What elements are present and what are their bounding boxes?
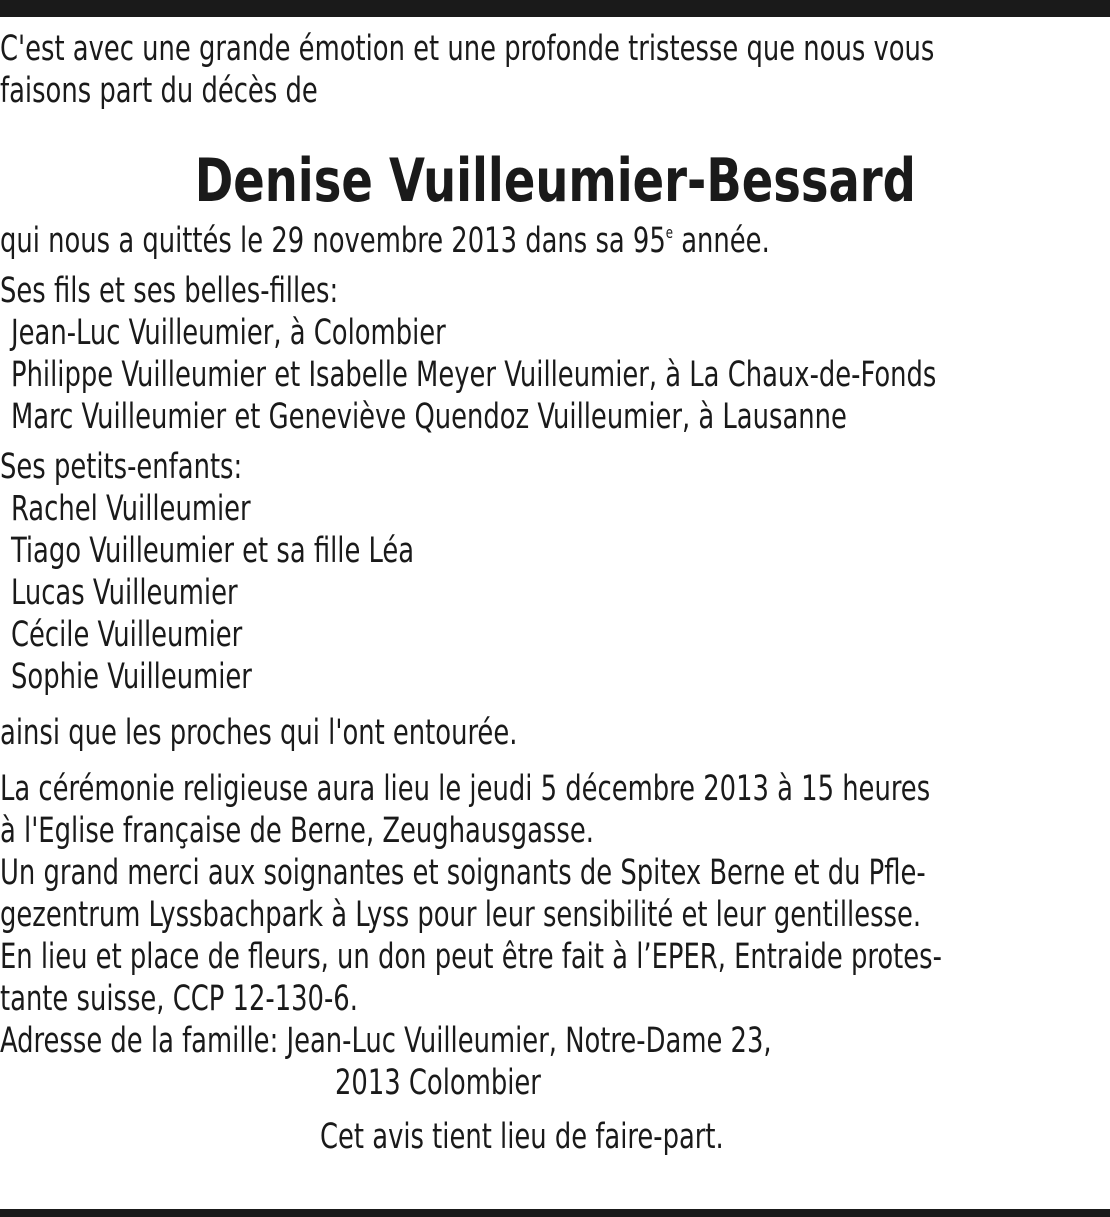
grandchildren-section <box>0 446 1110 698</box>
family-member: Sophie Vuilleumier <box>11 657 252 697</box>
family-member: Philippe Vuilleumier et Isabelle Meyer Vuilleumier, à La Chaux-de-Fonds <box>11 355 937 395</box>
intro-line: C'est avec une grande émotion et une profonde tristesse que nous vous <box>0 29 935 69</box>
ceremony-line: La cérémonie religieuse aura lieu le jeudi 5 décembre 2013 à 15 heures <box>0 769 931 809</box>
donation-line: tante suisse, CCP 12-130-6. <box>0 979 358 1019</box>
thanks-line: gezentrum Lyssbachpark à Lyss pour leur sensibilité et leur gentillesse. <box>0 895 922 935</box>
ceremony-line: à l'Eglise française de Berne, Zeughausgasse. <box>0 811 594 851</box>
deceased-name-heading <box>0 146 1110 216</box>
intro-paragraph <box>0 28 1110 112</box>
deceased-name: Denise Vuilleumier-Bessard <box>194 146 916 216</box>
address-line: Adresse de la famille: Jean-Luc Vuilleumier, Notre-Dame 23, <box>0 1021 772 1061</box>
closing-text: Cet avis tient lieu de faire-part. <box>320 1117 724 1157</box>
family-member: Tiago Vuilleumier et sa fille Léa <box>11 531 415 571</box>
family-member: Rachel Vuilleumier <box>11 489 251 529</box>
grandchildren-heading: Ses petits-enfants: <box>0 447 243 487</box>
address-line-city: 2013 Colombier <box>335 1063 541 1103</box>
ceremony-paragraph <box>0 768 1110 1104</box>
death-line-text: qui nous a quittés le 29 novembre 2013 dans sa 95 <box>0 221 666 261</box>
death-announcement <box>0 220 1110 262</box>
thanks-line: Un grand merci aux soignantes et soignants de Spitex Berne et du Pfle- <box>0 853 926 893</box>
sons-section <box>0 270 1110 438</box>
obituary-notice <box>0 28 1110 1158</box>
sons-heading: Ses fils et ses belles-filles: <box>0 271 339 311</box>
donation-line: En lieu et place de fleurs, un don peut être fait à l’EPER, Entraide protes- <box>0 937 942 977</box>
top-border-rule <box>0 0 1110 17</box>
closing-note <box>0 1116 1110 1158</box>
relatives-line <box>0 712 1110 754</box>
bottom-border-rule <box>0 1209 1110 1217</box>
family-member: Lucas Vuilleumier <box>11 573 238 613</box>
ordinal-suffix: e <box>665 223 674 242</box>
relatives-text: ainsi que les proches qui l'ont entourée. <box>0 713 518 753</box>
family-member: Marc Vuilleumier et Geneviève Quendoz Vuilleumier, à Lausanne <box>11 397 847 437</box>
family-member: Cécile Vuilleumier <box>11 615 243 655</box>
intro-line: faisons part du décès de <box>0 71 318 111</box>
family-member: Jean-Luc Vuilleumier, à Colombier <box>11 313 446 353</box>
death-line-end: année. <box>673 221 770 261</box>
